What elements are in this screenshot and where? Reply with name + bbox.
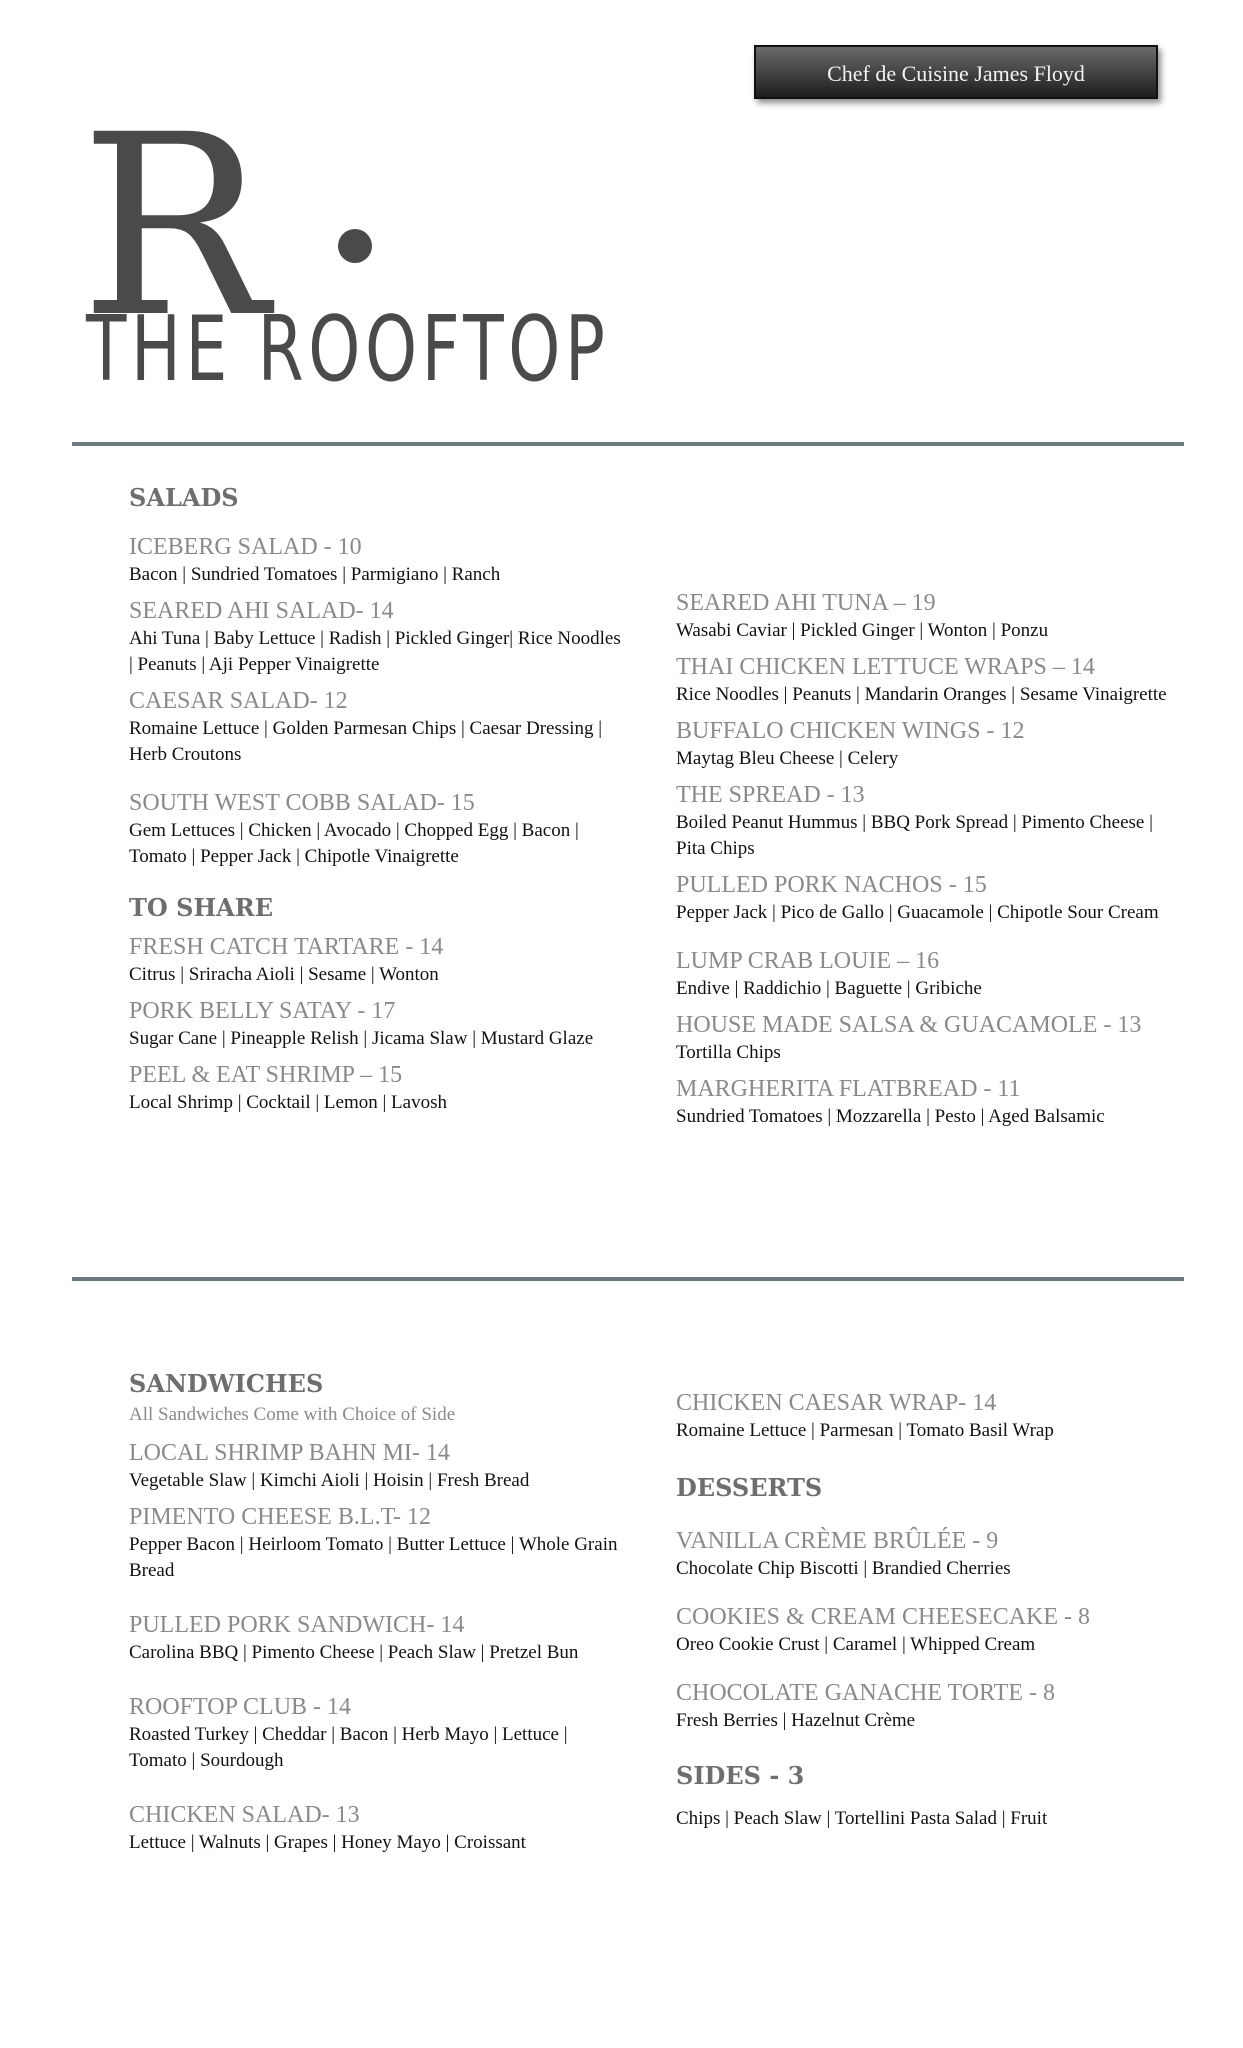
menu-item: [676, 1388, 1176, 1444]
item-name: PULLED PORK SANDWICH- 14: [129, 1612, 465, 1638]
rooftop-logo: [80, 81, 610, 401]
column-lower-right: [676, 1388, 1176, 1832]
menu-item: [129, 932, 629, 988]
item-desc: Sundried Tomatoes | Mozzarella | Pesto | Aged Balsamic: [676, 1106, 1105, 1127]
item-desc: Romaine Lettuce | Parmesan | Tomato Basil Wrap: [676, 1420, 1054, 1441]
menu-item: [129, 532, 629, 588]
section-title-salads: SALADS: [129, 483, 239, 512]
item-name: ICEBERG SALAD - 10: [129, 534, 362, 560]
item-name: COOKIES & CREAM CHEESECAKE - 8: [676, 1604, 1091, 1630]
item-desc: Carolina BBQ | Pimento Cheese | Peach Slaw | Pretzel Bun: [129, 1642, 579, 1663]
item-name: THE SPREAD - 13: [676, 782, 865, 808]
logo-text: THE ROOFTOP: [86, 296, 610, 401]
item-name: CHOCOLATE GANACHE TORTE - 8: [676, 1680, 1055, 1706]
item-desc: Gem Lettuces | Chicken | Avocado | Chopped Egg | Bacon | Tomato | Pepper Jack | Chipotle Vinaigrette: [129, 820, 579, 867]
menu-item: [676, 780, 1176, 862]
menu-item: [676, 1010, 1176, 1066]
item-desc: Vegetable Slaw | Kimchi Aioli | Hoisin | Fresh Bread: [129, 1470, 530, 1491]
sandwiches-note: All Sandwiches Come with Choice of Side: [129, 1404, 456, 1425]
menu-item: [129, 1438, 629, 1494]
item-desc: Sugar Cane | Pineapple Relish | Jicama Slaw | Mustard Glaze: [129, 1028, 594, 1049]
sides-desc: Chips | Peach Slaw | Tortellini Pasta Salad | Fruit: [676, 1808, 1048, 1829]
menu-item: [129, 1060, 629, 1116]
section-title-sandwiches: SANDWICHES: [129, 1369, 324, 1398]
divider-middle: [72, 1277, 1184, 1281]
item-name: SOUTH WEST COBB SALAD- 15: [129, 790, 475, 816]
menu-item: [676, 1678, 1176, 1734]
item-name: PULLED PORK NACHOS - 15: [676, 872, 987, 898]
item-name: THAI CHICKEN LETTUCE WRAPS – 14: [676, 654, 1095, 680]
item-desc: Rice Noodles | Peanuts | Mandarin Oranges | Sesame Vinaigrette: [676, 684, 1167, 705]
item-name: VANILLA CRÈME BRÛLÉE - 9: [676, 1528, 999, 1554]
menu-item: [676, 652, 1176, 708]
item-name: CHICKEN CAESAR WRAP- 14: [676, 1390, 997, 1416]
chef-name-badge: Chef de Cuisine James Floyd: [754, 45, 1158, 99]
item-desc: Tortilla Chips: [676, 1042, 781, 1063]
menu-item: [129, 996, 629, 1052]
item-name: CAESAR SALAD- 12: [129, 688, 348, 714]
item-desc: Oreo Cookie Crust | Caramel | Whipped Cream: [676, 1634, 1036, 1655]
item-desc: Maytag Bleu Cheese | Celery: [676, 748, 899, 769]
item-name: LUMP CRAB LOUIE – 16: [676, 948, 940, 974]
menu-item: [129, 1502, 629, 1584]
item-desc: Pepper Bacon | Heirloom Tomato | Butter Lettuce | Whole Grain Bread: [129, 1534, 618, 1581]
item-desc: Romaine Lettuce | Golden Parmesan Chips | Caesar Dressing | Herb Croutons: [129, 718, 603, 765]
item-desc: Ahi Tuna | Baby Lettuce | Radish | Pickled Ginger| Rice Noodles | Peanuts | Aji Pepper Vinaigrette: [129, 628, 621, 675]
item-name: PEEL & EAT SHRIMP – 15: [129, 1062, 403, 1088]
menu-item: [676, 870, 1176, 926]
menu-item: [129, 788, 629, 870]
menu-item: [129, 596, 629, 678]
menu-item: [676, 1602, 1176, 1658]
item-name: BUFFALO CHICKEN WINGS - 12: [676, 718, 1025, 744]
item-desc: Boiled Peanut Hummus | BBQ Pork Spread | Pimento Cheese | Pita Chips: [676, 812, 1153, 859]
menu-item: [129, 686, 629, 768]
menu-item: [129, 1692, 629, 1774]
menu-item: [129, 1800, 629, 1856]
column-lower-left: [129, 1368, 629, 1856]
item-name: MARGHERITA FLATBREAD - 11: [676, 1076, 1021, 1102]
item-name: SEARED AHI TUNA – 19: [676, 590, 936, 616]
item-desc: Pepper Jack | Pico de Gallo | Guacamole | Chipotle Sour Cream: [676, 902, 1159, 923]
column-upper-left: [129, 482, 629, 1116]
item-name: SEARED AHI SALAD- 14: [129, 598, 394, 624]
menu-item: [676, 1074, 1176, 1130]
item-desc: Roasted Turkey | Cheddar | Bacon | Herb Mayo | Lettuce | Tomato | Sourdough: [129, 1724, 568, 1771]
item-name: FRESH CATCH TARTARE - 14: [129, 934, 444, 960]
item-name: LOCAL SHRIMP BAHN MI- 14: [129, 1440, 450, 1466]
menu-item: [676, 946, 1176, 1002]
menu-item: [676, 1526, 1176, 1582]
item-desc: Citrus | Sriracha Aioli | Sesame | Wonton: [129, 964, 439, 985]
column-upper-right: [676, 588, 1176, 1130]
item-desc: Endive | Raddichio | Baguette | Gribiche: [676, 978, 982, 999]
divider-top: [72, 442, 1184, 446]
section-title-sides: SIDES - 3: [676, 1761, 805, 1790]
menu-item: [129, 1610, 629, 1666]
item-name: CHICKEN SALAD- 13: [129, 1802, 360, 1828]
menu-item: [676, 716, 1176, 772]
menu-item: [676, 588, 1176, 644]
item-name: HOUSE MADE SALSA & GUACAMOLE - 13: [676, 1012, 1142, 1038]
item-desc: Lettuce | Walnuts | Grapes | Honey Mayo | Croissant: [129, 1832, 526, 1853]
item-desc: Fresh Berries | Hazelnut Crème: [676, 1710, 916, 1731]
logo-dot: [338, 229, 372, 263]
item-name: ROOFTOP CLUB - 14: [129, 1694, 352, 1720]
item-desc: Chocolate Chip Biscotti | Brandied Cherries: [676, 1558, 1011, 1579]
item-desc: Bacon | Sundried Tomatoes | Parmigiano | Ranch: [129, 564, 501, 585]
item-desc: Wasabi Caviar | Pickled Ginger | Wonton | Ponzu: [676, 620, 1049, 641]
logo-letter: R: [80, 81, 269, 372]
item-name: PIMENTO CHEESE B.L.T- 12: [129, 1504, 432, 1530]
item-desc: Local Shrimp | Cocktail | Lemon | Lavosh: [129, 1092, 447, 1113]
section-title-desserts: DESSERTS: [676, 1473, 823, 1502]
section-title-to-share: TO SHARE: [129, 893, 273, 922]
item-name: PORK BELLY SATAY - 17: [129, 998, 396, 1024]
